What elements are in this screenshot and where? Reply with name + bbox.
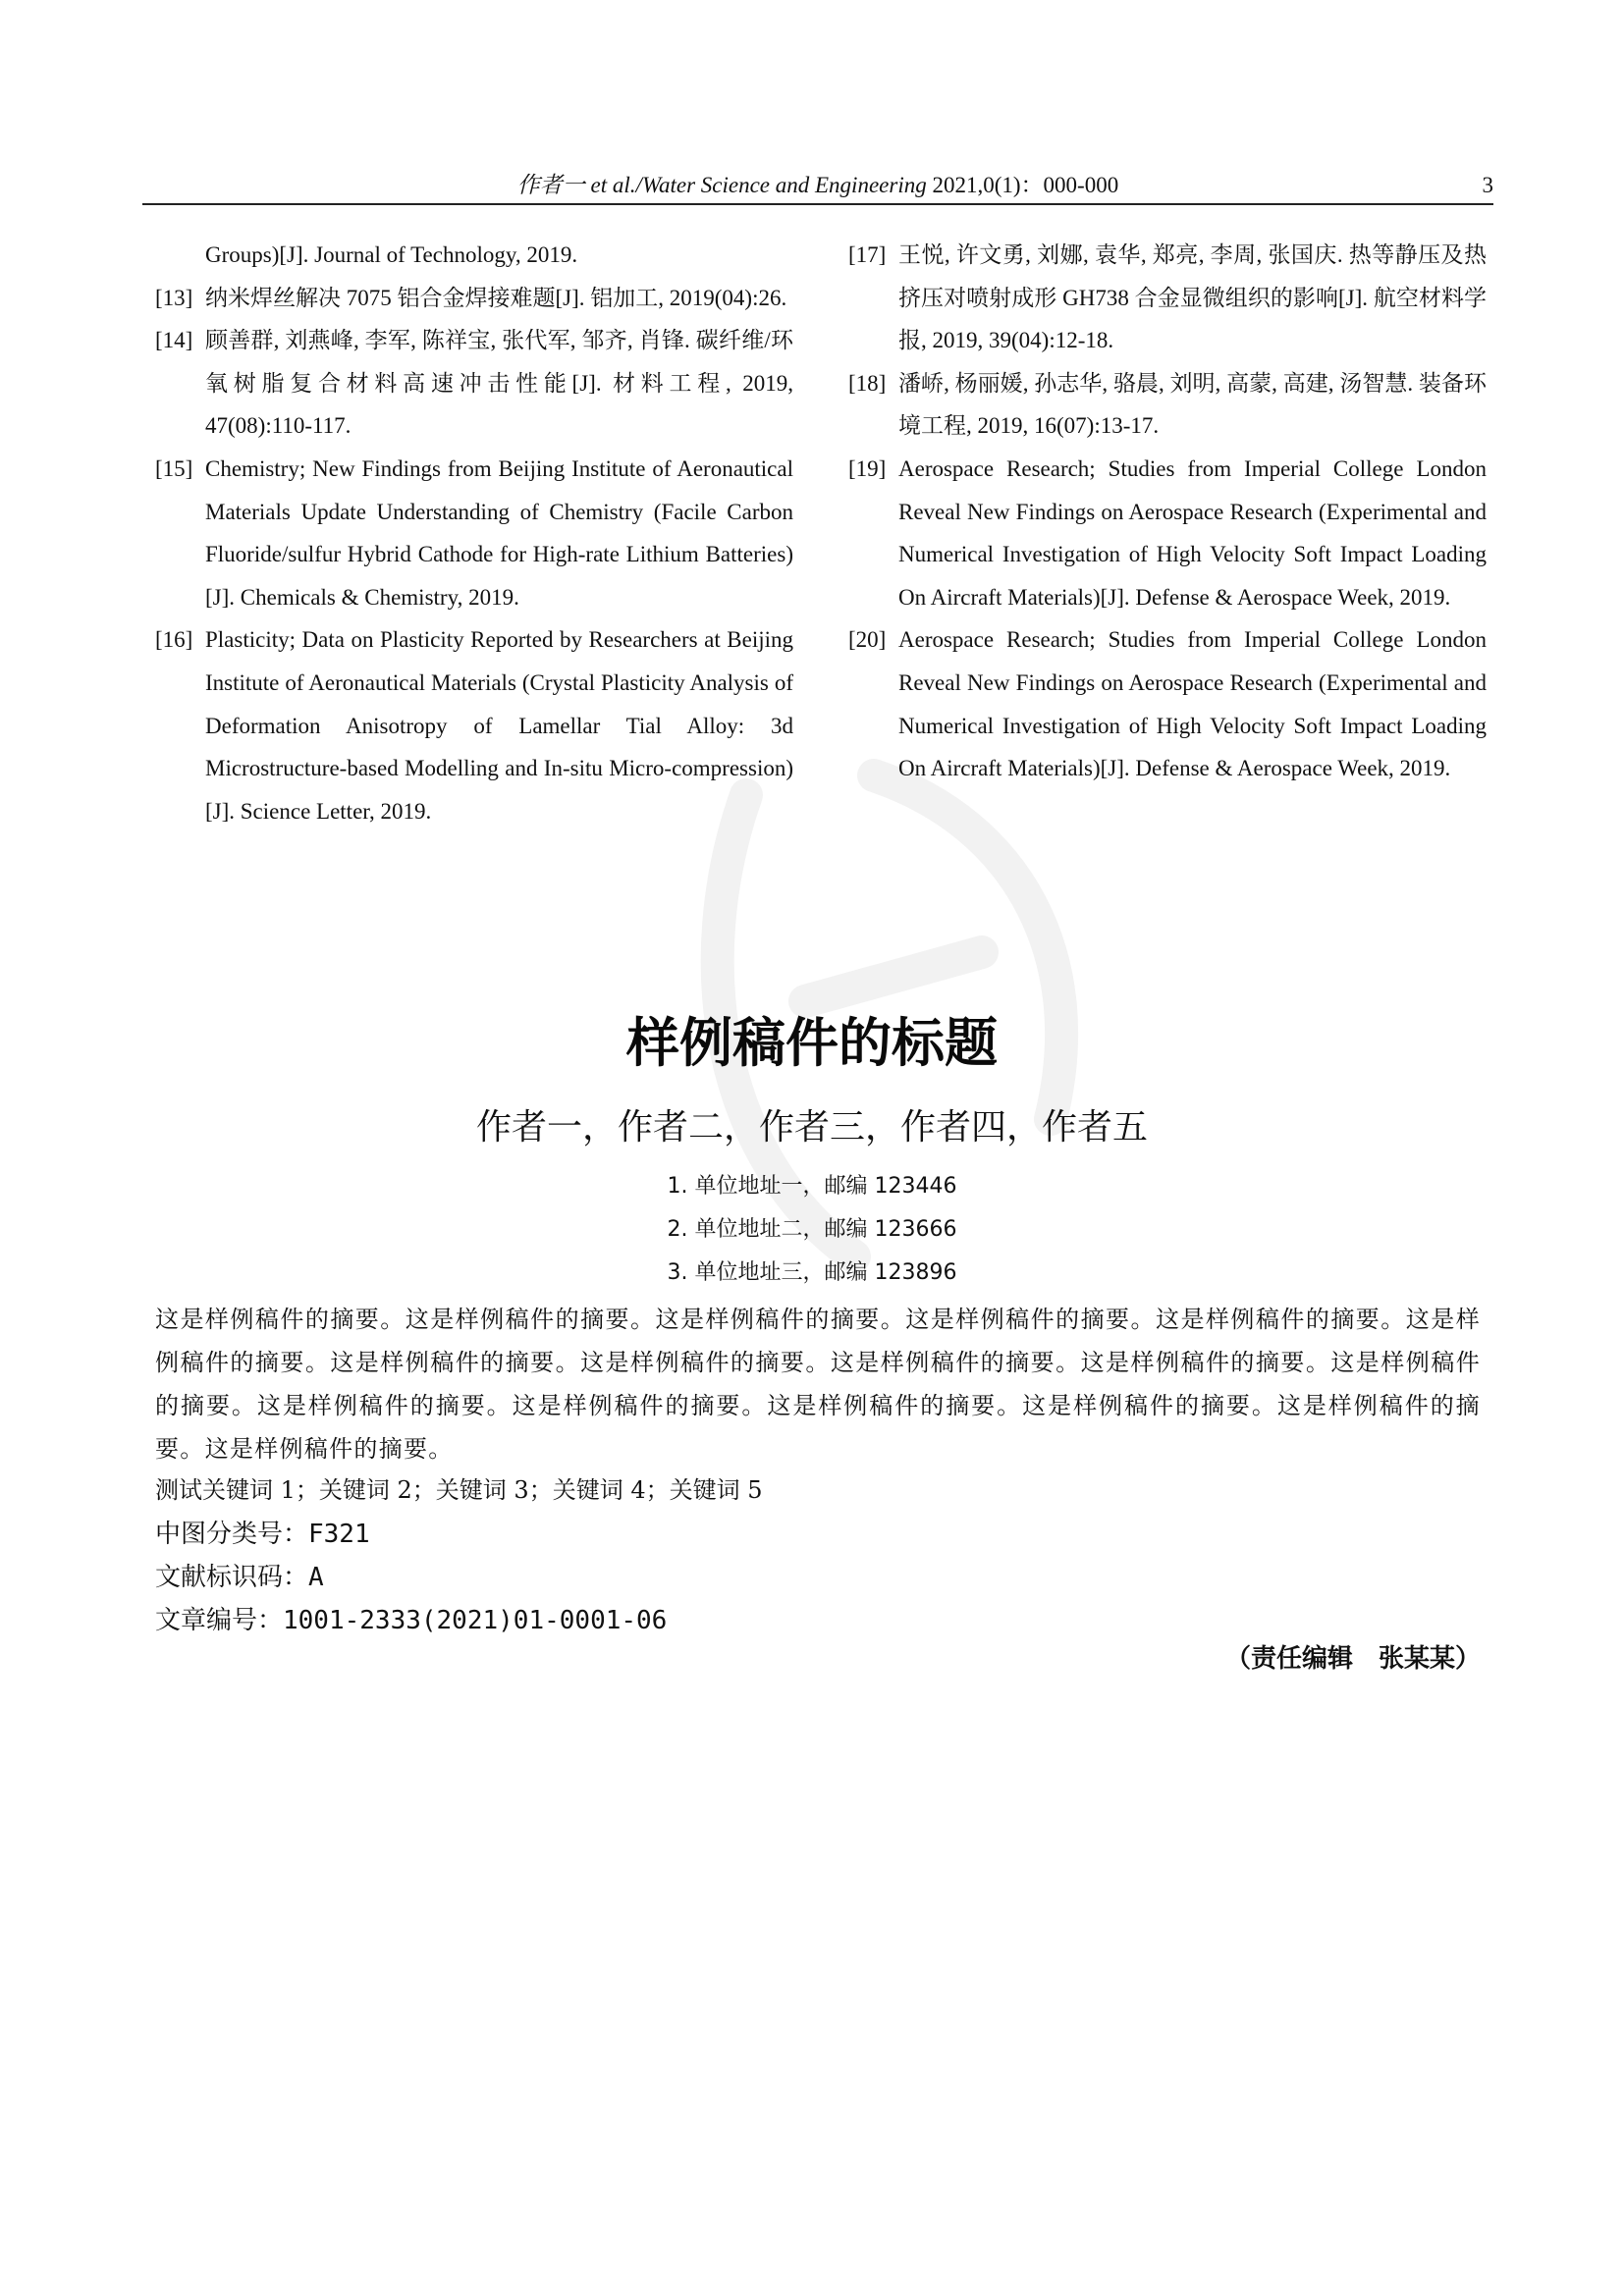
header-journal: Water Science and Engineering	[641, 173, 927, 197]
reference-number: [14]	[155, 328, 193, 353]
article-title: 样例稿件的标题	[626, 1012, 998, 1074]
reference-number: [17]	[848, 242, 887, 267]
reference-item	[848, 362, 1487, 448]
reference-item	[848, 234, 1487, 362]
reference-item	[848, 618, 1487, 789]
header-authors: 作者一	[516, 173, 585, 197]
abstract: 这是样例稿件的摘要。这是样例稿件的摘要。这是样例稿件的摘要。这是样例稿件的摘要。这是样例稿件的摘要。这是样例稿件的摘要。这是样例稿件的摘要。这是样例稿件的摘要。这是样例稿件的摘要。这是样例稿件的摘要。这是样例稿件的摘要。这是样例稿件的摘要。这是样例稿件的摘要。这是样例稿件的摘要。这是样例稿件的摘要。这是样例稿件的摘要。这是样例稿件的摘要。	[155, 1306, 1481, 1463]
reference-item	[155, 448, 793, 618]
header-volume: 2021,0(1)：000-000	[926, 173, 1119, 197]
reference-number: [20]	[848, 627, 887, 653]
references-right-column	[848, 234, 1487, 790]
reference-item	[155, 618, 793, 832]
reference-number: [19]	[848, 455, 887, 481]
header-rule	[142, 203, 1493, 205]
reference-item	[155, 319, 793, 448]
reference-number: [15]	[155, 455, 193, 481]
keywords: 测试关键词 1；关键词 2；关键词 3；关键词 4；关键词 5	[155, 1476, 763, 1504]
article-number: 文章编号：1001-2333(2021)01-0001-06	[155, 1606, 668, 1635]
document-code: 文献标识码：A	[155, 1563, 324, 1592]
reference-text: Aerospace Research; Studies from Imperial College London Reveal New Findings on Aerospace Research (Experimental and Numerical Investigation of High Velocity Soft Impact Loading On Aircraft Materials)[J]. Defense & Aerospace Week, 2019.	[898, 455, 1487, 610]
reference-text: Groups)[J]. Journal of Technology, 2019.	[205, 242, 578, 267]
reference-item	[155, 234, 793, 277]
affiliation-line: 1. 单位地址一，邮编 123446	[667, 1174, 957, 1199]
reference-item	[848, 448, 1487, 618]
responsible-editor: （责任编辑 张某某）	[1224, 1644, 1481, 1674]
clc-number: 中图分类号：F321	[155, 1520, 370, 1549]
reference-text: Plasticity; Data on Plasticity Reported by Researchers at Beijing Institute of Aeronautical Materials (Crystal Plasticity Analysis of Deformation Anisotropy of Lamellar Tial Alloy: 3d Microstructure-based Modelling and In-situ Micro-compression)[J]. Science Letter, 2019.	[205, 627, 793, 824]
reference-text: 顾善群, 刘燕峰, 李军, 陈祥宝, 张代军, 邹齐, 肖锋. 碳纤维/环氧树脂复合材料高速冲击性能[J]. 材料工程, 2019, 47(08):110-117.	[205, 328, 793, 439]
reference-item	[155, 277, 793, 320]
reference-text: Aerospace Research; Studies from Imperial College London Reveal New Findings on Aerospace Research (Experimental and Numerical Investigation of High Velocity Soft Impact Loading On Aircraft Materials)[J]. Defense & Aerospace Week, 2019.	[898, 627, 1487, 781]
header-et-al: et al./	[584, 173, 642, 197]
running-header	[142, 169, 1493, 202]
running-header-citation	[142, 169, 1493, 202]
reference-text: Chemistry; New Findings from Beijing Institute of Aeronautical Materials Update Understanding of Chemistry (Facile Carbon Fluoride/sulfur Hybrid Cathode for High-rate Lithium Batteries)[J]. Chemicals & Chemistry, 2019.	[205, 455, 793, 610]
page-number: 3	[1482, 173, 1493, 197]
reference-text: 王悦, 许文勇, 刘娜, 袁华, 郑亮, 李周, 张国庆. 热等静压及热挤压对喷射成形 GH738 合金显微组织的影响[J]. 航空材料学报, 2019, 39(04):12-18.	[898, 242, 1487, 353]
reference-text: 纳米焊丝解决 7075 铝合金焊接难题[J]. 铝加工, 2019(04):26.	[205, 285, 787, 310]
reference-number: [16]	[155, 627, 193, 653]
reference-text: 潘峤, 杨丽媛, 孙志华, 骆晨, 刘明, 高蒙, 高建, 汤智慧. 装备环境工程, 2019, 16(07):13-17.	[898, 370, 1487, 439]
reference-number: [13]	[155, 285, 193, 310]
affiliation-line: 3. 单位地址三，邮编 123896	[667, 1260, 957, 1285]
author-list: 作者一，作者二，作者三，作者四，作者五	[475, 1107, 1148, 1148]
references-left-column	[155, 234, 793, 832]
reference-number: [18]	[848, 370, 887, 396]
affiliation-line: 2. 单位地址二，邮编 123666	[667, 1217, 957, 1242]
